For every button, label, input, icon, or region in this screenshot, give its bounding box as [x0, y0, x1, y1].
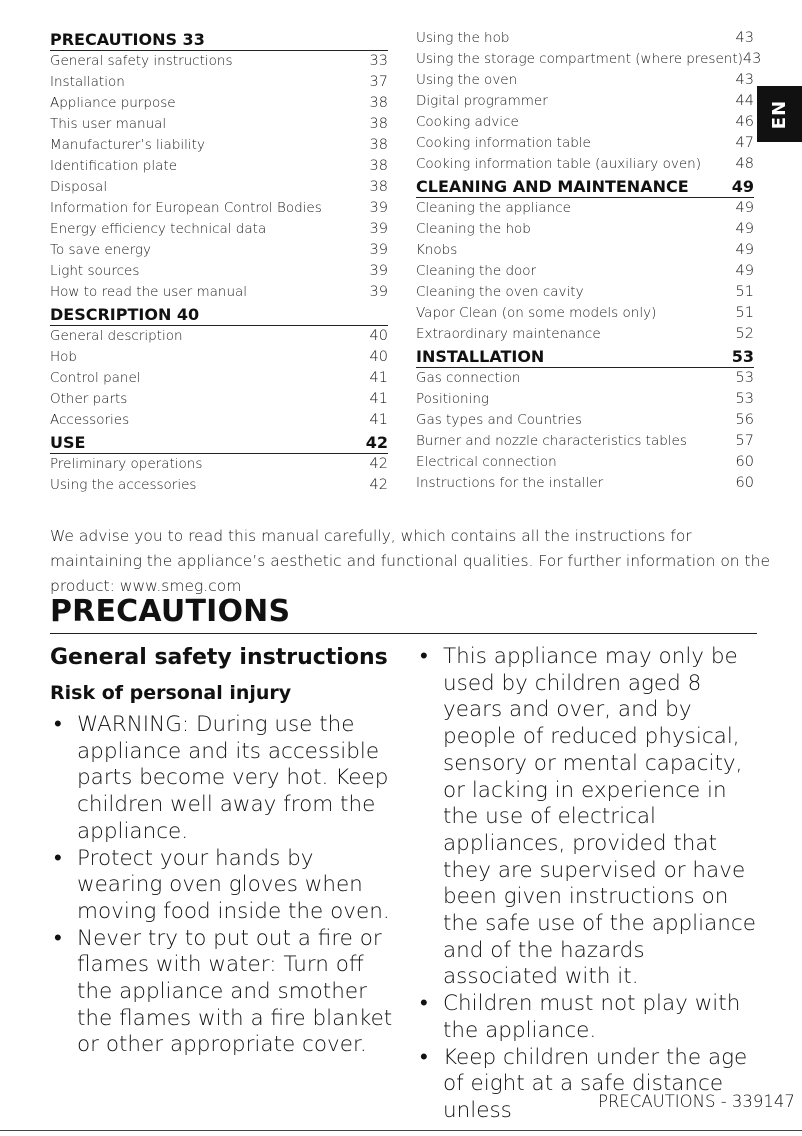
- toc-entry[interactable]: [50, 93, 388, 114]
- toc-entry-label: Manufacturer’s liability: [50, 137, 205, 153]
- list-item: • This appliance may only be used by children aged 8 years and over, and by people of reduced physical, sensory or mental capacity, or lacking in experience in the use of electrical appliances, provided that they are supervised or have been given instructions on the safe use of the appliance and of the hazards associated with it.: [416, 644, 766, 991]
- page-title: PRECAUTIONS: [50, 594, 757, 634]
- language-tab-label: EN: [769, 99, 790, 129]
- toc-entry[interactable]: [416, 219, 754, 240]
- toc-entry[interactable]: [50, 454, 388, 475]
- toc-entry-label: Control panel: [50, 370, 141, 386]
- toc-entry-page: 48: [735, 156, 754, 172]
- toc-entry[interactable]: [50, 410, 388, 431]
- toc-entry-page: 49: [735, 221, 754, 237]
- toc-section-heading[interactable]: [416, 175, 754, 198]
- toc-entry[interactable]: [416, 91, 754, 112]
- toc-entry-label: Identification plate: [50, 158, 177, 174]
- toc-entry-label: Electrical connection: [416, 454, 557, 470]
- toc-entry-page: 60: [735, 475, 754, 491]
- toc-entry[interactable]: [50, 219, 388, 240]
- toc-entry-page: 41: [369, 370, 388, 386]
- toc-entry[interactable]: [50, 282, 388, 303]
- toc-entry-page: 47: [735, 135, 754, 151]
- toc-entry-label: Knobs: [416, 242, 458, 258]
- toc-entry[interactable]: [50, 347, 388, 368]
- toc-section: [50, 431, 388, 496]
- footer-divider: [0, 1130, 802, 1131]
- toc-entry-page: 44: [735, 93, 754, 109]
- toc-section-heading[interactable]: [50, 303, 388, 326]
- toc-section: [416, 28, 762, 175]
- toc-section: [416, 175, 754, 345]
- toc-section-title: PRECAUTIONS 33: [50, 30, 205, 49]
- toc-entry[interactable]: [50, 177, 388, 198]
- toc-entry-page: 57: [735, 433, 754, 449]
- toc-entry[interactable]: [416, 154, 754, 175]
- toc-entry-label: Information for European Control Bodies: [50, 200, 322, 216]
- toc-entry-label: General safety instructions: [50, 53, 233, 69]
- content-right-column: [416, 644, 766, 1125]
- toc-entry[interactable]: [416, 133, 754, 154]
- toc-entry-page: 49: [735, 200, 754, 216]
- toc-section-title: DESCRIPTION 40: [50, 305, 200, 324]
- toc-entry-page: 38: [369, 95, 388, 111]
- toc-entry[interactable]: [416, 452, 754, 473]
- toc-entry-page: 40: [369, 349, 388, 365]
- page-footer: PRECAUTIONS - 339147: [598, 1092, 795, 1111]
- toc-entry-page: 39: [369, 263, 388, 279]
- toc-entry-page: 56: [735, 412, 754, 428]
- toc-entry-label: Other parts: [50, 391, 128, 407]
- toc-entry[interactable]: [50, 326, 388, 347]
- toc-entry-page: 39: [369, 200, 388, 216]
- toc-entry-label: This user manual: [50, 116, 167, 132]
- toc-entry[interactable]: [50, 240, 388, 261]
- toc-entry-page: 38: [369, 179, 388, 195]
- toc-entry-label: Digital programmer: [416, 93, 548, 109]
- toc-section-heading[interactable]: [50, 431, 388, 454]
- toc-entry-label: Installation: [50, 74, 125, 90]
- toc-entry-page: 38: [369, 158, 388, 174]
- toc-section-page: 53: [731, 347, 754, 366]
- toc-entry-page: 38: [369, 137, 388, 153]
- toc-entry[interactable]: [50, 72, 388, 93]
- toc-entry-page: 49: [735, 263, 754, 279]
- list-item: • Keep children under the age of eight at a safe distance unless: [416, 1045, 766, 1125]
- toc-entry-page: 53: [735, 391, 754, 407]
- list-item: • Never try to put out a fire or flames with water: Turn off the appliance and smother the flames with a fire blanket or other appropriate cover.: [50, 926, 395, 1060]
- toc-entry[interactable]: [416, 431, 754, 452]
- toc-entry-page: 39: [369, 242, 388, 258]
- toc-entry[interactable]: [416, 389, 754, 410]
- toc-entry[interactable]: [50, 475, 388, 496]
- toc-entry-page: 53: [735, 370, 754, 386]
- toc-entry-page: 40: [369, 328, 388, 344]
- toc-entry-label: Gas connection: [416, 370, 521, 386]
- toc-entry-label: Positioning: [416, 391, 489, 407]
- toc-section-title: INSTALLATION: [416, 347, 545, 366]
- toc-entry-label: Appliance purpose: [50, 95, 176, 111]
- toc-entry[interactable]: [50, 135, 388, 156]
- toc-entry[interactable]: [416, 473, 754, 494]
- toc-entry[interactable]: [50, 198, 388, 219]
- toc-entry-page: 42: [369, 477, 388, 493]
- section-title: General safety instructions: [50, 645, 388, 670]
- toc-entry[interactable]: [416, 49, 762, 70]
- toc-entry-page: 38: [369, 116, 388, 132]
- toc-entry-label: Accessories: [50, 412, 130, 428]
- toc-entry-page: 43: [735, 72, 754, 88]
- toc-entry-label: Cleaning the door: [416, 263, 537, 279]
- toc-entry-page: 41: [369, 391, 388, 407]
- toc-entry-label: Cooking information table: [416, 135, 591, 151]
- list-item: • Children must not play with the appliance.: [416, 991, 766, 1044]
- language-tab[interactable]: [757, 86, 802, 142]
- toc-entry-label: Cooking advice: [416, 114, 519, 130]
- toc-entry-label: Energy efficiency technical data: [50, 221, 267, 237]
- toc-left-column: [50, 28, 388, 496]
- toc-entry-label: Using the storage compartment (where present): [416, 51, 743, 67]
- toc-entry-label: How to read the user manual: [50, 284, 248, 300]
- toc-section-page: 42: [365, 433, 388, 452]
- toc-entry-label: Hob: [50, 349, 77, 365]
- toc-entry-page: 33: [369, 53, 388, 69]
- toc-entry-label: Light sources: [50, 263, 140, 279]
- toc-entry[interactable]: [416, 368, 754, 389]
- toc-section: [50, 303, 388, 431]
- toc-entry-label: Using the accessories: [50, 477, 197, 493]
- intro-paragraph: We advise you to read this manual carefully, which contains all the instructions for maintaining the appliance’s aesthetic and functional qualities. For further information on the product: www.smeg.com: [50, 527, 770, 595]
- toc-entry-page: 51: [735, 284, 754, 300]
- toc-entry-label: Cleaning the oven cavity: [416, 284, 584, 300]
- subsection-title: Risk of personal injury: [50, 682, 292, 704]
- list-item: • WARNING: During use the appliance and its accessible parts become very hot. Keep children well away from the appliance.: [50, 712, 395, 846]
- toc-entry[interactable]: [50, 261, 388, 282]
- toc-entry-page: 43: [735, 30, 754, 46]
- toc-entry-page: 46: [735, 114, 754, 130]
- toc-entry-label: Preliminary operations: [50, 456, 203, 472]
- toc-entry-label: Cleaning the hob: [416, 221, 531, 237]
- content-left-column: [50, 644, 395, 1059]
- toc-entry-label: Using the oven: [416, 72, 518, 88]
- toc-entry-label: Extraordinary maintenance: [416, 326, 601, 342]
- toc-entry-page: 60: [735, 454, 754, 470]
- toc-section: [416, 345, 754, 494]
- toc-entry-page: 41: [369, 412, 388, 428]
- toc-entry[interactable]: [416, 303, 754, 324]
- toc-entry-page: 37: [369, 74, 388, 90]
- toc-entry[interactable]: [50, 51, 388, 72]
- toc-entry[interactable]: [416, 70, 754, 91]
- toc-right-column: [416, 28, 762, 494]
- toc-entry-label: General description: [50, 328, 183, 344]
- toc-section: [50, 28, 388, 303]
- toc-entry-page: 39: [369, 221, 388, 237]
- toc-entry[interactable]: [416, 282, 754, 303]
- toc-entry-page: 39: [369, 284, 388, 300]
- toc-entry[interactable]: [50, 389, 388, 410]
- toc-entry-label: Vapor Clean (on some models only): [416, 305, 657, 321]
- toc-section-title: CLEANING AND MAINTENANCE: [416, 177, 689, 196]
- toc-section-title: USE: [50, 433, 86, 452]
- toc-entry[interactable]: [416, 324, 754, 345]
- toc-entry-label: Burner and nozzle characteristics tables: [416, 433, 687, 449]
- toc-section-page: 49: [731, 177, 754, 196]
- toc-entry-label: Cooking information table (auxiliary oven): [416, 156, 701, 172]
- toc-entry-page: 51: [735, 305, 754, 321]
- toc-entry-label: Using the hob: [416, 30, 510, 46]
- toc-entry[interactable]: [416, 198, 754, 219]
- toc-entry[interactable]: [50, 114, 388, 135]
- toc-entry-label: Instructions for the installer: [416, 475, 604, 491]
- toc-entry[interactable]: [50, 368, 388, 389]
- toc-entry[interactable]: [416, 28, 754, 49]
- toc-entry-page: 42: [369, 456, 388, 472]
- toc-entry-label: Disposal: [50, 179, 108, 195]
- toc-entry[interactable]: [416, 261, 754, 282]
- toc-entry[interactable]: [416, 410, 754, 431]
- toc-section-heading[interactable]: [416, 345, 754, 368]
- toc-entry-page: 49: [735, 242, 754, 258]
- toc-entry[interactable]: [416, 240, 754, 261]
- right-bullet-list: [416, 644, 766, 1125]
- toc-entry-label: To save energy: [50, 242, 151, 258]
- toc-entry-page: 52: [735, 326, 754, 342]
- toc-entry-page: 43: [742, 51, 762, 67]
- toc-entry-label: Cleaning the appliance: [416, 200, 571, 216]
- list-item: • Protect your hands by wearing oven gloves when moving food inside the oven.: [50, 846, 395, 926]
- toc-entry[interactable]: [50, 156, 388, 177]
- toc-section-heading[interactable]: [50, 28, 388, 51]
- left-bullet-list: [50, 712, 395, 1059]
- toc-entry[interactable]: [416, 112, 754, 133]
- toc-entry-label: Gas types and Countries: [416, 412, 582, 428]
